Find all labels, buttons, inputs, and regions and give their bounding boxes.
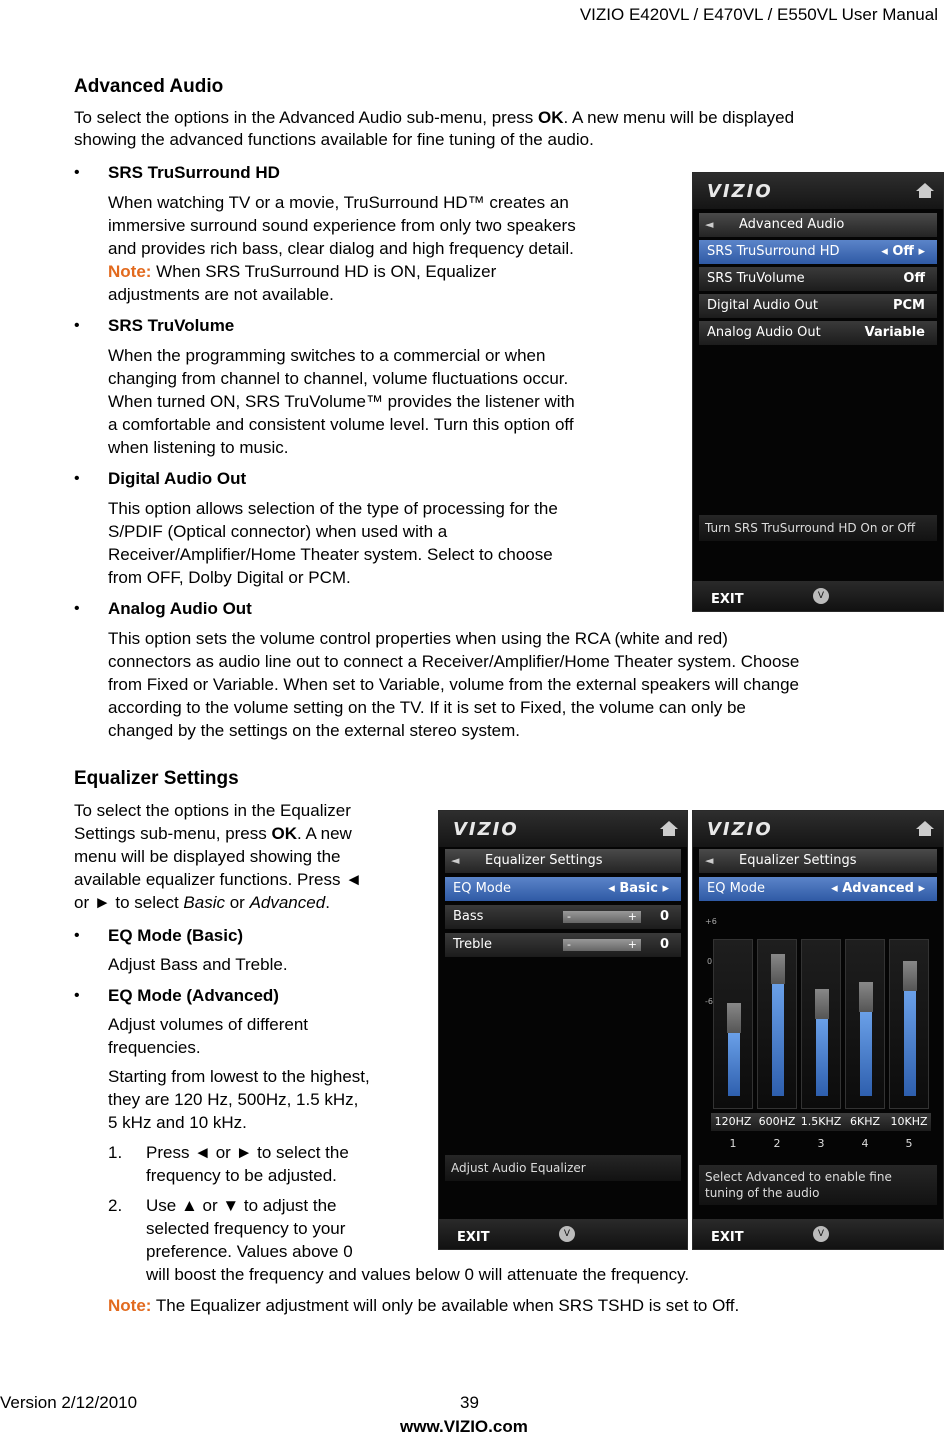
tv-row-value: ◂ Advanced ▸ xyxy=(831,881,925,896)
item-line: When turned ON, SRS TruVolume™ provides the listener with xyxy=(108,392,575,411)
home-icon xyxy=(915,819,935,837)
vizio-logo: VIZIO xyxy=(453,819,519,840)
eq-band-level xyxy=(816,1019,828,1096)
scale-top: +6 xyxy=(705,917,717,926)
item-line: This option allows selection of the type of processing for the xyxy=(108,499,558,518)
advanced-audio-intro-line2: showing the advanced functions available for fine tuning of the audio. xyxy=(74,130,594,149)
item-line: a comfortable and consistent volume level. Turn this option off xyxy=(108,415,574,434)
eq-band-knob[interactable] xyxy=(903,961,917,991)
tv-menu-title-row xyxy=(699,849,937,873)
plus-icon: + xyxy=(627,938,637,951)
step-number: 1. xyxy=(108,1143,123,1162)
step1-line: Press ◄ or ► to select the xyxy=(146,1143,349,1162)
tv-row-label: Bass xyxy=(453,909,484,924)
eq-basic-desc: Adjust Bass and Treble. xyxy=(108,955,288,974)
intro-text-end: . A new menu will be displayed xyxy=(563,108,795,127)
item-title-analog-audio: Analog Audio Out xyxy=(108,599,252,618)
eq-band-slider[interactable] xyxy=(845,939,885,1109)
eq-band-number: 5 xyxy=(905,1137,913,1150)
eq-band-number: 1 xyxy=(729,1137,737,1150)
eq-adv-desc: Adjust volumes of different xyxy=(108,1015,309,1034)
item-line: When the programming switches to a commercial or when xyxy=(108,346,546,365)
advanced-audio-intro xyxy=(74,107,794,129)
eq-intro-line: available equalizer functions. Press ◄ xyxy=(74,870,363,889)
intro-text: To select the options in the Advanced Audio sub-menu, press xyxy=(74,108,539,127)
bullet-icon: • xyxy=(74,987,80,1004)
tv-row-bass[interactable] xyxy=(445,905,681,929)
note-label: Note: xyxy=(108,1296,152,1315)
item-line: immersive surround sound experience from only two speakers xyxy=(108,216,576,235)
eq-band-level xyxy=(728,1033,740,1096)
tv-row-label: Treble xyxy=(453,937,492,952)
tv-help-text: Turn SRS TruSurround HD On or Off xyxy=(699,515,937,541)
eq-band-number: 4 xyxy=(861,1137,869,1150)
step2-line: Use ▲ or ▼ to adjust the xyxy=(146,1196,337,1215)
step2-line: selected frequency to your xyxy=(146,1219,346,1238)
eq-band-slider[interactable] xyxy=(889,939,929,1109)
item-line: according to the volume setting on the TV. If it is set to Fixed, the volume can only be xyxy=(108,698,746,717)
eq-band-level xyxy=(904,991,916,1096)
tv-row-value: 0 xyxy=(659,909,669,924)
tv-exit-bar xyxy=(439,1219,687,1249)
eq-band-label: 120HZ xyxy=(711,1113,755,1131)
tv-row-label: EQ Mode xyxy=(707,881,765,896)
home-icon xyxy=(659,819,679,837)
note-text: The Equalizer adjustment will only be available when SRS TSHD is set to Off. xyxy=(151,1296,740,1315)
eq-band-level xyxy=(860,1012,872,1096)
eq-intro-line xyxy=(74,823,352,845)
item-title-trusurround: SRS TruSurround HD xyxy=(108,163,280,182)
tv-row-truvolume[interactable] xyxy=(699,267,937,291)
item-line: Receiver/Amplifier/Home Theater system. Select to choose xyxy=(108,545,553,564)
tv-row-label: SRS TruSurround HD xyxy=(707,244,840,259)
manual-title: VIZIO E420VL / E470VL / E550VL User Manual xyxy=(579,5,938,24)
tv-row-analog-audio[interactable] xyxy=(699,321,937,345)
eq-band-label: 10KHZ xyxy=(887,1113,931,1131)
note-text: When SRS TruSurround HD is ON, Equalizer xyxy=(151,262,497,281)
tv-row-value-text: Off xyxy=(892,244,914,259)
back-arrow-icon: ◄ xyxy=(705,854,714,867)
minus-icon: - xyxy=(567,938,571,951)
tv-menu-title: Equalizer Settings xyxy=(739,853,857,868)
item-line: from OFF, Dolby Digital or PCM. xyxy=(108,568,351,587)
tv-row-value: Off xyxy=(903,271,925,286)
item-line: from Fixed or Variable. When set to Variable, volume from the external speakers will change xyxy=(108,675,800,694)
v-button-icon: V xyxy=(813,588,829,604)
tv-row-value-text: Advanced xyxy=(842,881,914,896)
eq-adv-title: EQ Mode (Advanced) xyxy=(108,986,279,1005)
plus-icon: + xyxy=(627,910,637,923)
footer-url[interactable]: www.VIZIO.com xyxy=(400,1417,528,1436)
bullet-icon: • xyxy=(74,317,80,334)
eq-band-label: 6KHZ xyxy=(843,1113,887,1131)
tv-help-text xyxy=(699,1165,937,1205)
tv-row-value: ◂ Off ▸ xyxy=(881,244,925,259)
tv-topbar xyxy=(439,811,687,847)
vizio-logo: VIZIO xyxy=(707,819,773,840)
eq-select-line xyxy=(74,892,330,914)
tv-menu-title: Equalizer Settings xyxy=(485,853,603,868)
step2-line: preference. Values above 0 xyxy=(146,1242,353,1261)
item-line: This option sets the volume control properties when using the RCA (white and red) xyxy=(108,629,728,648)
tv-help-line: Select Advanced to enable fine xyxy=(705,1170,892,1184)
note-line2: adjustments are not available. xyxy=(108,285,334,304)
tv-exit-bar xyxy=(693,1219,943,1249)
footer-version: Version 2/12/2010 xyxy=(0,1393,138,1412)
footer-page-number: 39 xyxy=(460,1393,479,1412)
step1-line: frequency to be adjusted. xyxy=(146,1166,337,1185)
step-number: 2. xyxy=(108,1196,123,1215)
eq-basic-word: Basic xyxy=(183,893,225,912)
item-line: changed by the settings on the external stereo system. xyxy=(108,721,521,740)
eq-band-label: 1.5KHZ xyxy=(799,1113,843,1131)
bullet-icon: • xyxy=(74,600,80,617)
eq-band-number: 3 xyxy=(817,1137,825,1150)
eq-advanced-word: Advanced xyxy=(249,893,326,912)
bullet-icon: • xyxy=(74,470,80,487)
tv-exit-bar xyxy=(693,581,943,611)
tv-row-label: EQ Mode xyxy=(453,881,511,896)
tv-topbar xyxy=(693,173,943,209)
eq-period: . xyxy=(325,893,330,912)
eq-band-knob[interactable] xyxy=(859,982,873,1012)
tv-topbar xyxy=(693,811,943,847)
eq-adv-range: 5 kHz and 10 kHz. xyxy=(108,1113,247,1132)
bullet-icon: • xyxy=(74,164,80,181)
tv-row-label: SRS TruVolume xyxy=(707,271,805,286)
tv-help-text: Adjust Audio Equalizer xyxy=(445,1155,681,1181)
vizio-logo: VIZIO xyxy=(707,181,773,202)
eq-band-number: 2 xyxy=(773,1137,781,1150)
eq-intro-line: menu will be displayed showing the xyxy=(74,847,341,866)
eq-band-level xyxy=(772,984,784,1096)
tv-row-eq-mode[interactable] xyxy=(699,877,937,901)
bass-slider[interactable] xyxy=(563,911,641,923)
exit-label[interactable]: EXIT xyxy=(711,592,744,607)
exit-label[interactable]: EXIT xyxy=(457,1230,490,1245)
v-button-icon: V xyxy=(813,1226,829,1242)
eq-basic-title: EQ Mode (Basic) xyxy=(108,926,244,945)
eq-select-text: or ► to select xyxy=(74,893,184,912)
tv-advanced-audio-screen xyxy=(692,172,944,612)
exit-label[interactable]: EXIT xyxy=(711,1230,744,1245)
minus-icon: - xyxy=(567,910,571,923)
tv-row-treble[interactable] xyxy=(445,933,681,957)
tv-eq-basic-screen xyxy=(438,810,688,1250)
tv-row-trusurround[interactable] xyxy=(699,240,937,264)
tv-row-value-text: Basic xyxy=(619,881,658,896)
eq-band-knob[interactable] xyxy=(771,954,785,984)
eq-band-slider[interactable] xyxy=(757,939,797,1109)
tv-menu-title-row xyxy=(699,213,937,237)
eq-intro-text: Settings sub-menu, press xyxy=(74,824,272,843)
note-label: Note: xyxy=(108,262,152,281)
eq-band-knob[interactable] xyxy=(727,1003,741,1033)
step2-line: will boost the frequency and values below 0 will attenuate the frequency. xyxy=(146,1265,690,1284)
eq-intro-line: To select the options in the Equalizer xyxy=(74,801,351,820)
eq-intro-text-end: . A new xyxy=(296,824,352,843)
tv-row-value: Variable xyxy=(864,325,925,340)
bullet-icon: • xyxy=(74,927,80,944)
v-button-icon: V xyxy=(559,1226,575,1242)
tv-row-value: ◂ Basic ▸ xyxy=(608,881,669,896)
ok-key: OK xyxy=(271,824,297,843)
eq-band-slider[interactable] xyxy=(801,939,841,1109)
eq-note xyxy=(108,1295,739,1317)
item-title-digital-audio: Digital Audio Out xyxy=(108,469,247,488)
tv-row-eq-mode[interactable] xyxy=(445,877,681,901)
tv-row-value: 0 xyxy=(659,937,669,952)
item-line: and provides rich bass, clear dialog and high frequency detail. xyxy=(108,239,574,258)
trusurround-note xyxy=(108,261,496,283)
tv-eq-advanced-screen xyxy=(692,810,944,1250)
back-arrow-icon: ◄ xyxy=(451,854,460,867)
item-title-truvolume: SRS TruVolume xyxy=(108,316,235,335)
ok-key: OK xyxy=(538,108,564,127)
item-line: when listening to music. xyxy=(108,438,289,457)
eq-or-word: or xyxy=(225,893,250,912)
eq-adv-range: Starting from lowest to the highest, xyxy=(108,1067,370,1086)
tv-help-line: tuning of the audio xyxy=(705,1186,820,1200)
eq-band-slider[interactable] xyxy=(713,939,753,1109)
home-icon xyxy=(915,181,935,199)
item-line: When watching TV or a movie, TruSurround HD™ creates an xyxy=(108,193,569,212)
scale-bot: -6 xyxy=(705,997,713,1006)
eq-adv-range: they are 120 Hz, 500Hz, 1.5 kHz, xyxy=(108,1090,359,1109)
advanced-audio-heading: Advanced Audio xyxy=(74,76,224,97)
treble-slider[interactable] xyxy=(563,939,641,951)
tv-row-label: Digital Audio Out xyxy=(707,298,818,313)
item-line: connectors as audio line out to connect a Receiver/Amplifier/Home Theater system. Choose xyxy=(108,652,800,671)
eq-adv-desc: frequencies. xyxy=(108,1038,201,1057)
back-arrow-icon: ◄ xyxy=(705,218,714,231)
tv-row-digital-audio[interactable] xyxy=(699,294,937,318)
eq-band-label: 600HZ xyxy=(755,1113,799,1131)
tv-menu-title: Advanced Audio xyxy=(739,217,845,232)
eq-band-knob[interactable] xyxy=(815,989,829,1019)
tv-row-value: PCM xyxy=(892,298,925,313)
scale-mid: 0 xyxy=(707,957,713,966)
equalizer-heading: Equalizer Settings xyxy=(74,768,239,789)
tv-menu-title-row xyxy=(445,849,681,873)
item-line: S/PDIF (Optical connector) when used with a xyxy=(108,522,448,541)
item-line: changing from channel to channel, volume fluctuations occur. xyxy=(108,369,569,388)
tv-row-label: Analog Audio Out xyxy=(707,325,821,340)
